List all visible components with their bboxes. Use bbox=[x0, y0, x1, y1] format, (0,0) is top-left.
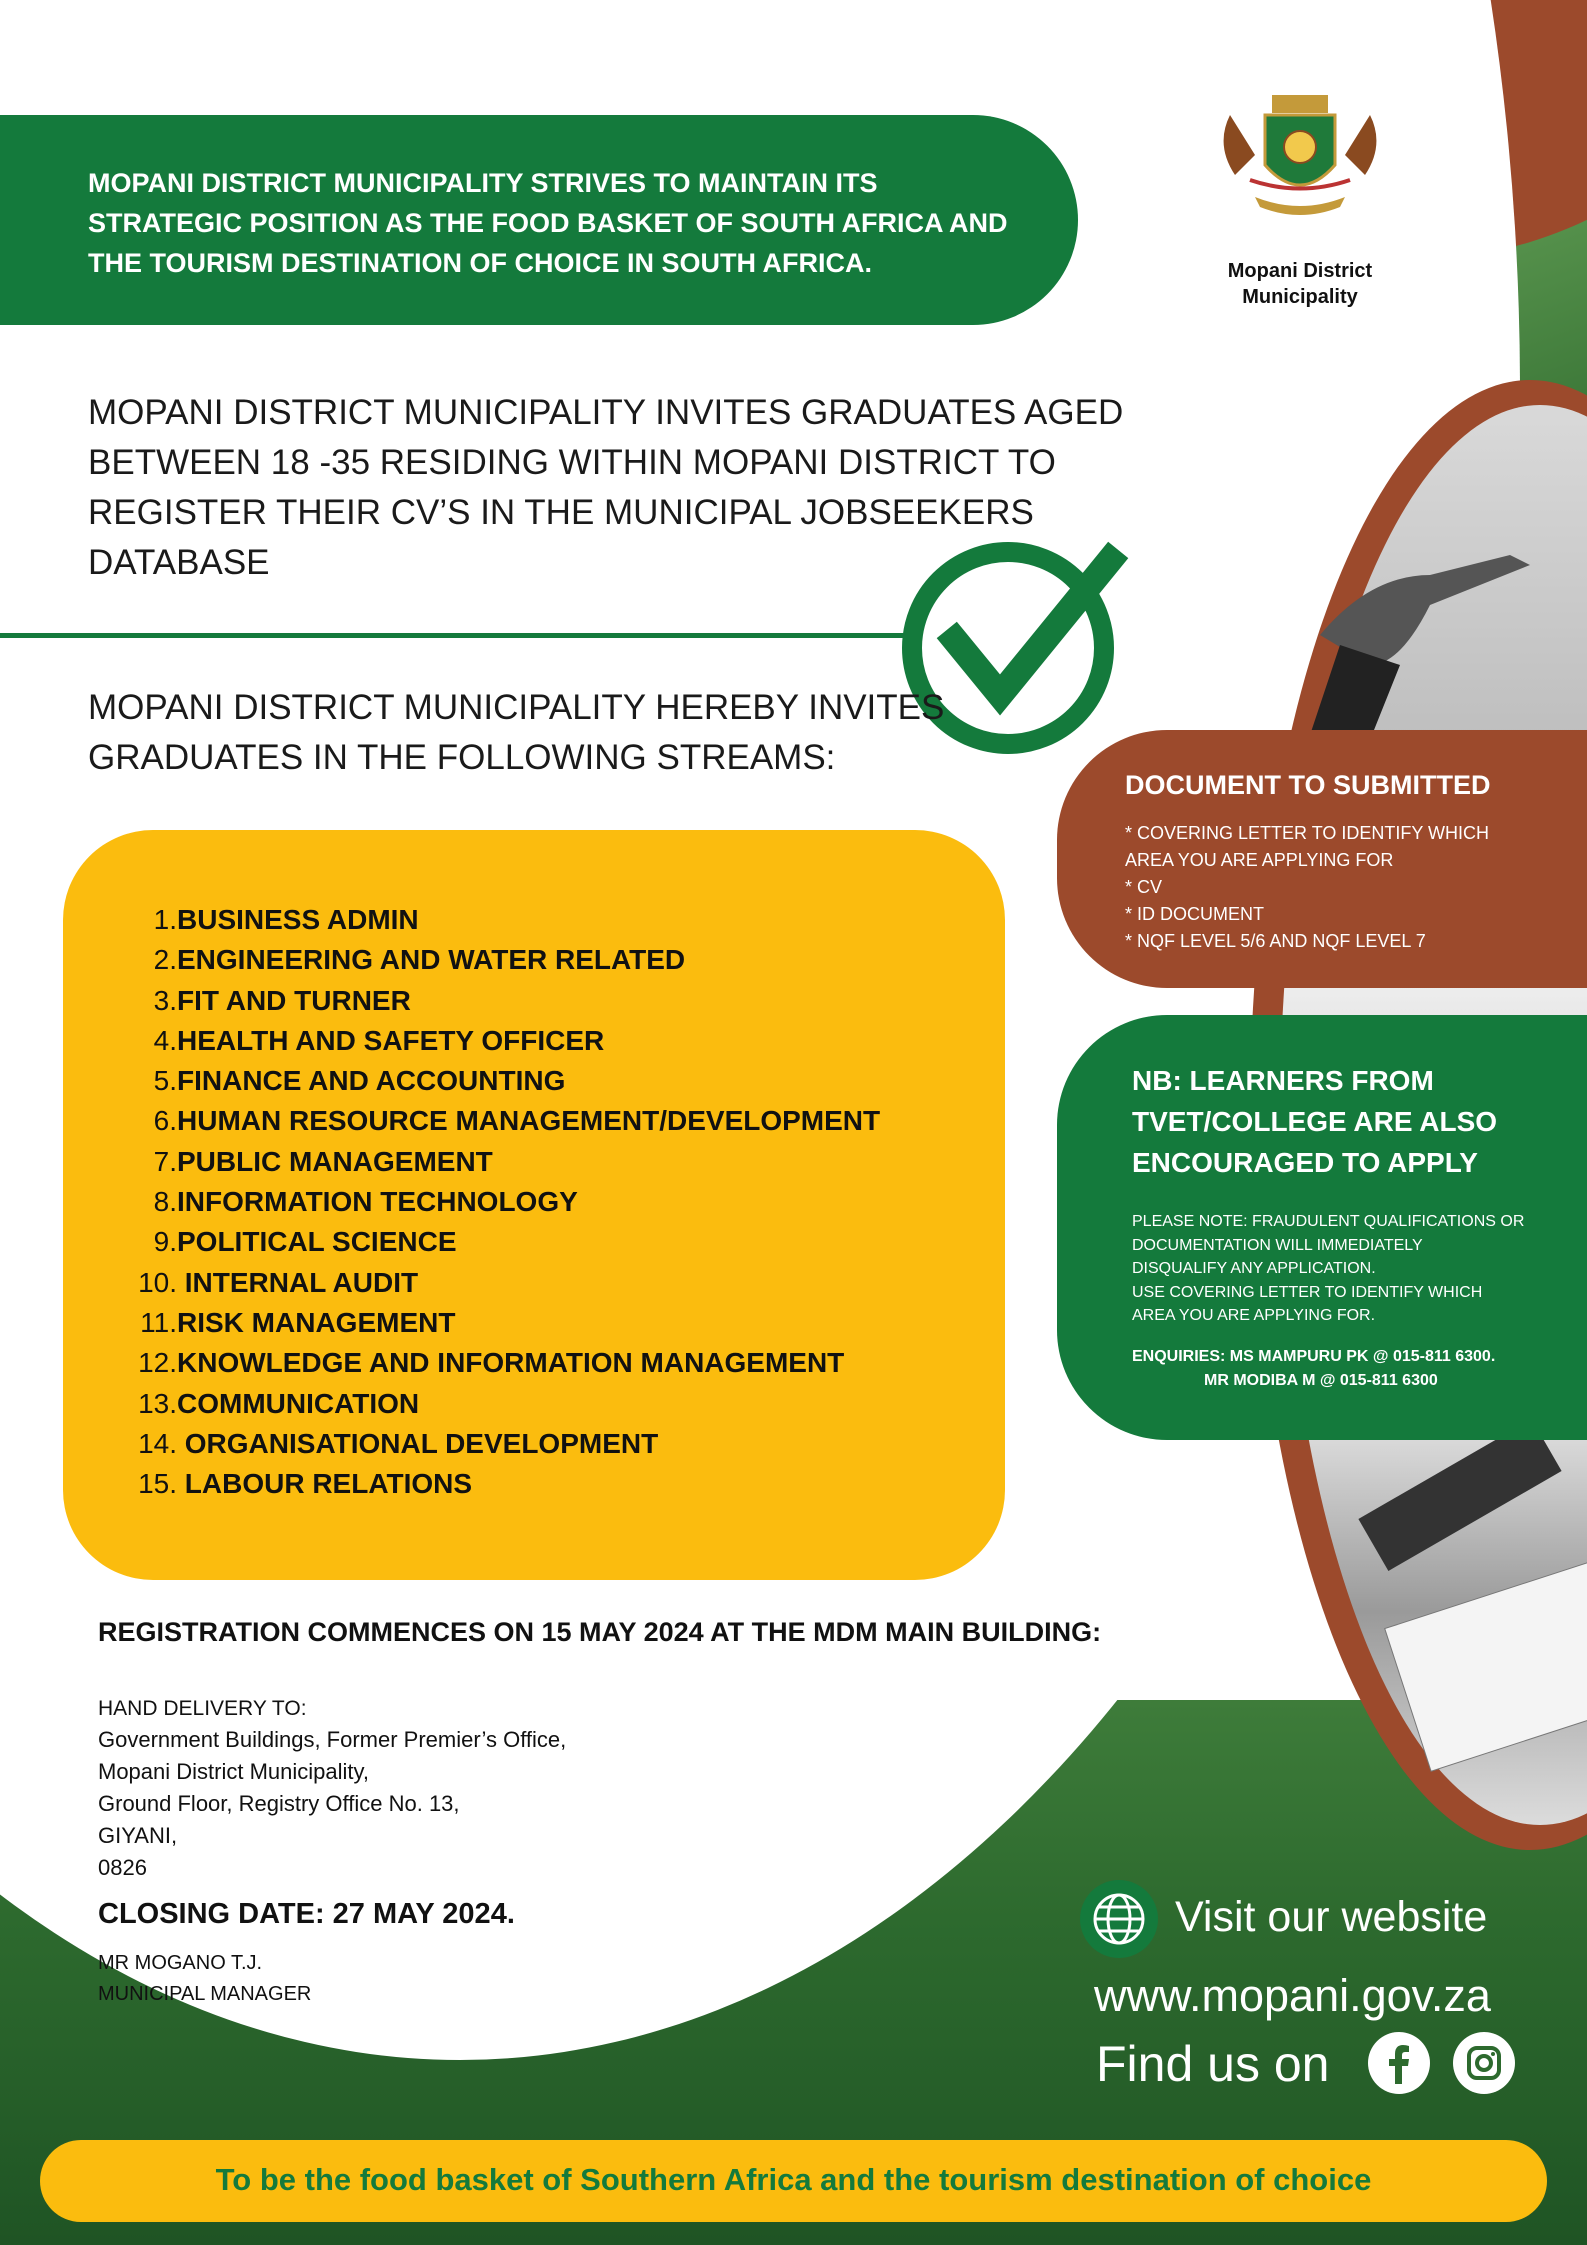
stream-label: RISK MANAGEMENT bbox=[177, 1306, 456, 1338]
document-item: * NQF LEVEL 5/6 AND NQF LEVEL 7 bbox=[1125, 931, 1426, 951]
list-item bbox=[135, 1263, 995, 1303]
section-divider bbox=[0, 633, 920, 638]
streams-list bbox=[135, 900, 995, 1504]
fraud-notice-line: USE COVERING LETTER TO IDENTIFY WHICH bbox=[1132, 1283, 1483, 1301]
instagram-icon[interactable] bbox=[1453, 2032, 1515, 2094]
stream-label: POLITICAL SCIENCE bbox=[177, 1226, 457, 1258]
signatory-name: MR MOGANO T.J. bbox=[98, 1952, 263, 1974]
nb-title-line: NB: LEARNERS FROM bbox=[1132, 1065, 1434, 1096]
logo-line-2: Municipality bbox=[1242, 286, 1358, 308]
stream-number: 5. bbox=[153, 1065, 177, 1097]
fraud-notice-line: PLEASE NOTE: FRAUDULENT QUALIFICATIONS OR bbox=[1132, 1213, 1525, 1230]
list-item bbox=[135, 1343, 995, 1383]
invitation-line: REGISTER THEIR CV’S IN THE MUNICIPAL JOBSEEKERS bbox=[88, 493, 1034, 532]
stream-number: 13. bbox=[138, 1387, 177, 1419]
stream-label: PUBLIC MANAGEMENT bbox=[177, 1145, 493, 1177]
list-item bbox=[135, 1101, 995, 1141]
documents-title: DOCUMENT TO SUBMITTED bbox=[1125, 770, 1491, 800]
invitation-line: DATABASE bbox=[88, 543, 270, 582]
stream-number: 1. bbox=[153, 904, 177, 935]
enquiries bbox=[1132, 1345, 1572, 1393]
fraud-notice-line: DOCUMENTATION WILL IMMEDIATELY bbox=[1132, 1236, 1423, 1254]
website-link[interactable]: www.mopani.gov.za bbox=[1094, 1970, 1491, 2021]
address-line: GIYANI, bbox=[98, 1823, 178, 1848]
facebook-icon[interactable] bbox=[1368, 2032, 1430, 2094]
logo-line-1: Mopani District bbox=[1227, 260, 1373, 282]
globe-icon-graphic bbox=[1080, 1880, 1158, 1958]
nb-title-line: ENCOURAGED TO APPLY bbox=[1132, 1147, 1478, 1178]
globe-icon[interactable] bbox=[1080, 1880, 1158, 1958]
address-line: Mopani District Municipality, bbox=[98, 1759, 370, 1784]
address-line: Ground Floor, Registry Office No. 13, bbox=[98, 1791, 460, 1816]
stream-label: FINANCE AND ACCOUNTING bbox=[177, 1065, 566, 1097]
facebook-icon-graphic bbox=[1368, 2032, 1430, 2094]
delivery-address bbox=[98, 1724, 566, 1884]
address-line: 0826 bbox=[98, 1855, 147, 1880]
nb-title-line: TVET/COLLEGE ARE ALSO bbox=[1132, 1106, 1498, 1137]
nb-title bbox=[1132, 1060, 1562, 1183]
document-item: * CV bbox=[1125, 877, 1163, 897]
invitation-line: MOPANI DISTRICT MUNICIPALITY INVITES GRADUATES AGED bbox=[88, 393, 1124, 432]
stream-number: 9. bbox=[153, 1226, 177, 1258]
list-item bbox=[135, 1021, 995, 1061]
streams-intro-line: MOPANI DISTRICT MUNICIPALITY HEREBY INVITES bbox=[88, 688, 945, 727]
closing-date: CLOSING DATE: 27 MAY 2024. bbox=[98, 1898, 515, 1930]
stream-label: ENGINEERING AND WATER RELATED bbox=[177, 944, 686, 976]
list-item bbox=[135, 1384, 995, 1424]
fraud-notice bbox=[1132, 1210, 1562, 1328]
document-sheet-shape bbox=[1385, 1548, 1587, 1771]
list-item bbox=[135, 1303, 995, 1343]
stream-number: 6. bbox=[153, 1105, 177, 1137]
list-item bbox=[135, 1061, 995, 1101]
instagram-icon-graphic bbox=[1453, 2032, 1515, 2094]
mission-banner-text: MOPANI DISTRICT MUNICIPALITY STRIVES TO MAINTAIN ITS STRATEGIC POSITION AS THE FOOD BASKET OF SOUTH AFRICA AND THE TOURISM DESTINATION OF CHOICE IN SOUTH AFRICA. bbox=[88, 168, 1008, 278]
stream-number: 12. bbox=[138, 1347, 177, 1379]
stream-number: 11. bbox=[140, 1306, 177, 1338]
signatory bbox=[98, 1948, 311, 2010]
stream-label: KNOWLEDGE AND INFORMATION MANAGEMENT bbox=[177, 1347, 845, 1379]
stream-number: 3. bbox=[153, 984, 177, 1016]
list-item bbox=[135, 1464, 995, 1504]
list-item bbox=[135, 1182, 995, 1222]
document-item: * ID DOCUMENT bbox=[1125, 904, 1264, 924]
stream-label: HEALTH AND SAFETY OFFICER bbox=[177, 1024, 605, 1056]
list-item bbox=[135, 1222, 995, 1262]
enquiries-line-1: ENQUIRIES: MS MAMPURU PK @ 015-811 6300. bbox=[1132, 1348, 1496, 1365]
invitation-line: BETWEEN 18 -35 RESIDING WITHIN MOPANI DISTRICT TO bbox=[88, 443, 1056, 482]
stream-label: BUSINESS ADMIN bbox=[177, 904, 419, 935]
registration-heading: REGISTRATION COMMENCES ON 15 MAY 2024 AT THE MDM MAIN BUILDING: bbox=[98, 1617, 1102, 1647]
document-item: * COVERING LETTER TO IDENTIFY WHICH bbox=[1125, 823, 1490, 843]
stream-number: 8. bbox=[153, 1186, 177, 1218]
coat-of-arms-icon bbox=[1210, 85, 1390, 225]
stream-label: LABOUR RELATIONS bbox=[177, 1468, 473, 1500]
stream-number: 15. bbox=[138, 1468, 177, 1500]
arm-shape bbox=[1358, 1419, 1561, 1571]
visit-website-label: Visit our website bbox=[1175, 1893, 1488, 1941]
enquiries-line-2: MR MODIBA M @ 015-811 6300 bbox=[1204, 1372, 1438, 1389]
streams-intro bbox=[88, 683, 988, 783]
stream-label: INFORMATION TECHNOLOGY bbox=[177, 1186, 578, 1218]
hand-delivery-label: HAND DELIVERY TO: bbox=[98, 1697, 307, 1720]
logo-title bbox=[1180, 258, 1420, 310]
streams-intro-line: GRADUATES IN THE FOLLOWING STREAMS: bbox=[88, 738, 836, 777]
fraud-notice-line: DISQUALIFY ANY APPLICATION. bbox=[1132, 1260, 1376, 1277]
stream-label: COMMUNICATION bbox=[177, 1387, 420, 1419]
address-line: Government Buildings, Former Premier’s Office, bbox=[98, 1727, 567, 1752]
stream-number: 10. bbox=[138, 1266, 177, 1298]
list-item bbox=[135, 1424, 995, 1464]
stream-label: ORGANISATIONAL DEVELOPMENT bbox=[177, 1427, 659, 1459]
list-item bbox=[135, 940, 995, 980]
stream-number: 7. bbox=[153, 1145, 177, 1177]
find-us-label: Find us on bbox=[1096, 2036, 1330, 2092]
hand-with-pen-shape bbox=[1320, 555, 1530, 665]
signatory-title: MUNICIPAL MANAGER bbox=[98, 1983, 312, 2005]
stream-number: 4. bbox=[153, 1024, 177, 1056]
slogan-text: To be the food basket of Southern Africa and the tourism destination of choice bbox=[215, 2162, 1372, 2197]
list-item bbox=[135, 981, 995, 1021]
stream-label: INTERNAL AUDIT bbox=[177, 1266, 419, 1298]
document-item: AREA YOU ARE APPLYING FOR bbox=[1125, 850, 1394, 870]
stream-number: 2. bbox=[153, 944, 177, 976]
stream-number: 14. bbox=[138, 1427, 177, 1459]
list-item bbox=[135, 900, 995, 940]
list-item bbox=[135, 1142, 995, 1182]
documents-list bbox=[1125, 820, 1565, 955]
stream-label: HUMAN RESOURCE MANAGEMENT/DEVELOPMENT bbox=[177, 1105, 881, 1137]
stream-label: FIT AND TURNER bbox=[177, 984, 411, 1016]
fraud-notice-line: AREA YOU ARE APPLYING FOR. bbox=[1132, 1307, 1376, 1324]
